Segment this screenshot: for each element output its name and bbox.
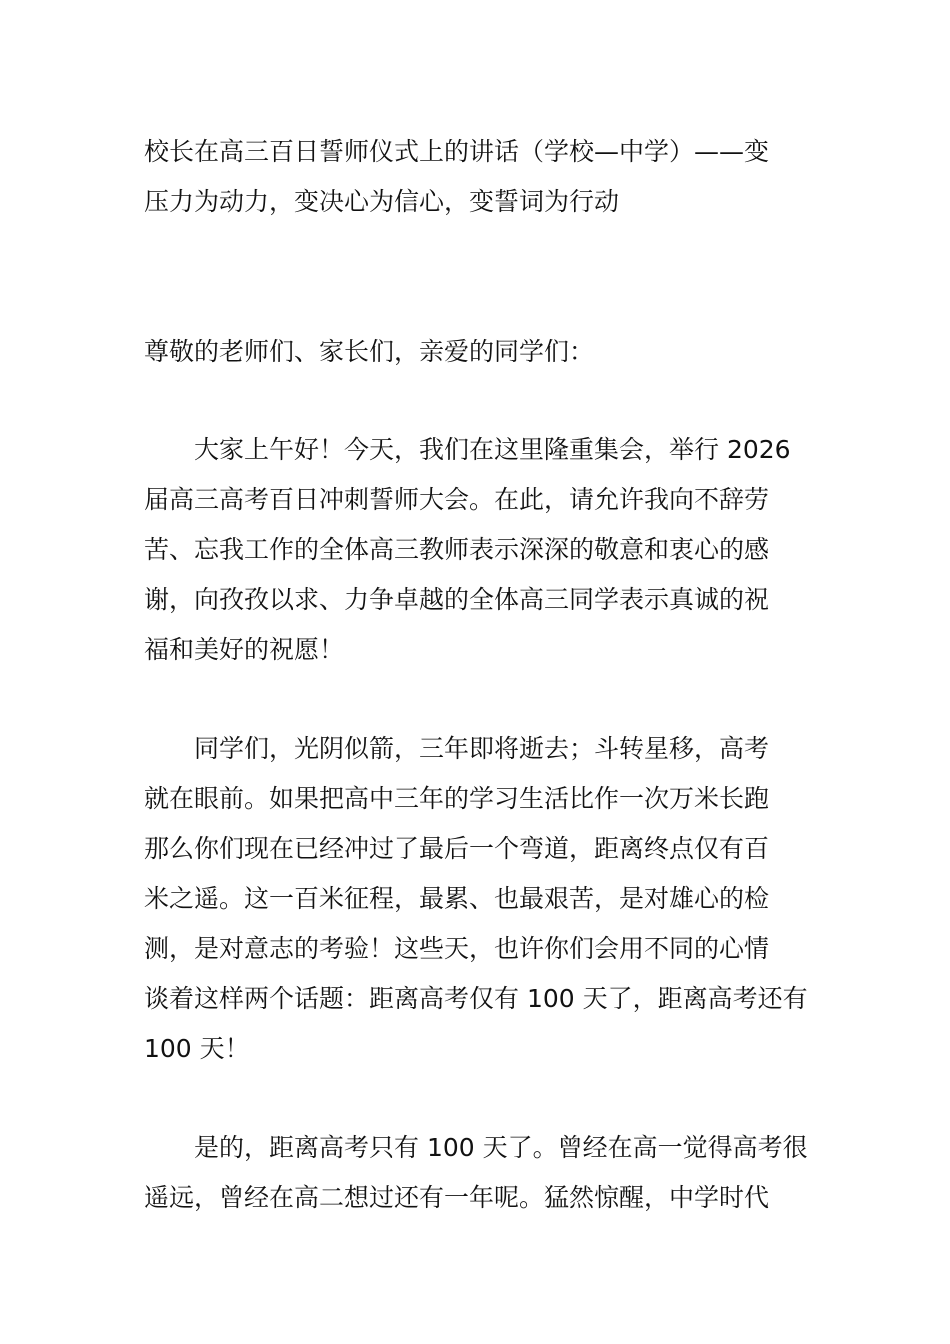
paragraph-3 [144,1123,808,1223]
paragraph-line: 遥远，曾经在高二想过还有一年呢。猛然惊醒，中学时代 [144,1183,770,1212]
paragraph-line: 100 天！ [144,1034,250,1063]
salutation-text: 尊敬的老师们、家长们，亲爱的同学们： [144,337,595,366]
paragraph-line: 福和美好的祝愿！ [144,635,345,664]
paragraph-line: 苦、忘我工作的全体高三教师表示深深的敬意和衷心的感 [144,535,770,564]
salutation [144,327,808,377]
title-line-1: 校长在高三百日誓师仪式上的讲话（学校—中学）——变 [144,137,770,166]
paragraph-line: 大家上午好！今天，我们在这里隆重集会，举行 2026 [144,435,791,464]
paragraph-1 [144,425,808,675]
paragraph-line: 是的，距离高考只有 100 天了。曾经在高一觉得高考很 [144,1133,808,1162]
paragraph-line: 同学们，光阴似箭，三年即将逝去；斗转星移，高考 [144,734,770,763]
paragraph-line: 就在眼前。如果把高中三年的学习生活比作一次万米长跑 [144,784,770,813]
paragraph-line: 届高三高考百日冲刺誓师大会。在此，请允许我向不辞劳 [144,485,770,514]
paragraph-line: 谈着这样两个话题：距离高考仅有 100 天了，距离高考还有 [144,984,808,1013]
paragraph-line: 米之遥。这一百米征程，最累、也最艰苦，是对雄心的检 [144,884,770,913]
paragraph-line: 测，是对意志的考验！这些天，也许你们会用不同的心情 [144,934,770,963]
paragraph-line: 那么你们现在已经冲过了最后一个弯道，距离终点仅有百 [144,834,770,863]
title-line-2: 压力为动力，变决心为信心，变誓词为行动 [144,187,620,216]
document-title [144,127,808,227]
paragraph-line: 谢，向孜孜以求、力争卓越的全体高三同学表示真诚的祝 [144,585,770,614]
paragraph-2 [144,724,808,1074]
